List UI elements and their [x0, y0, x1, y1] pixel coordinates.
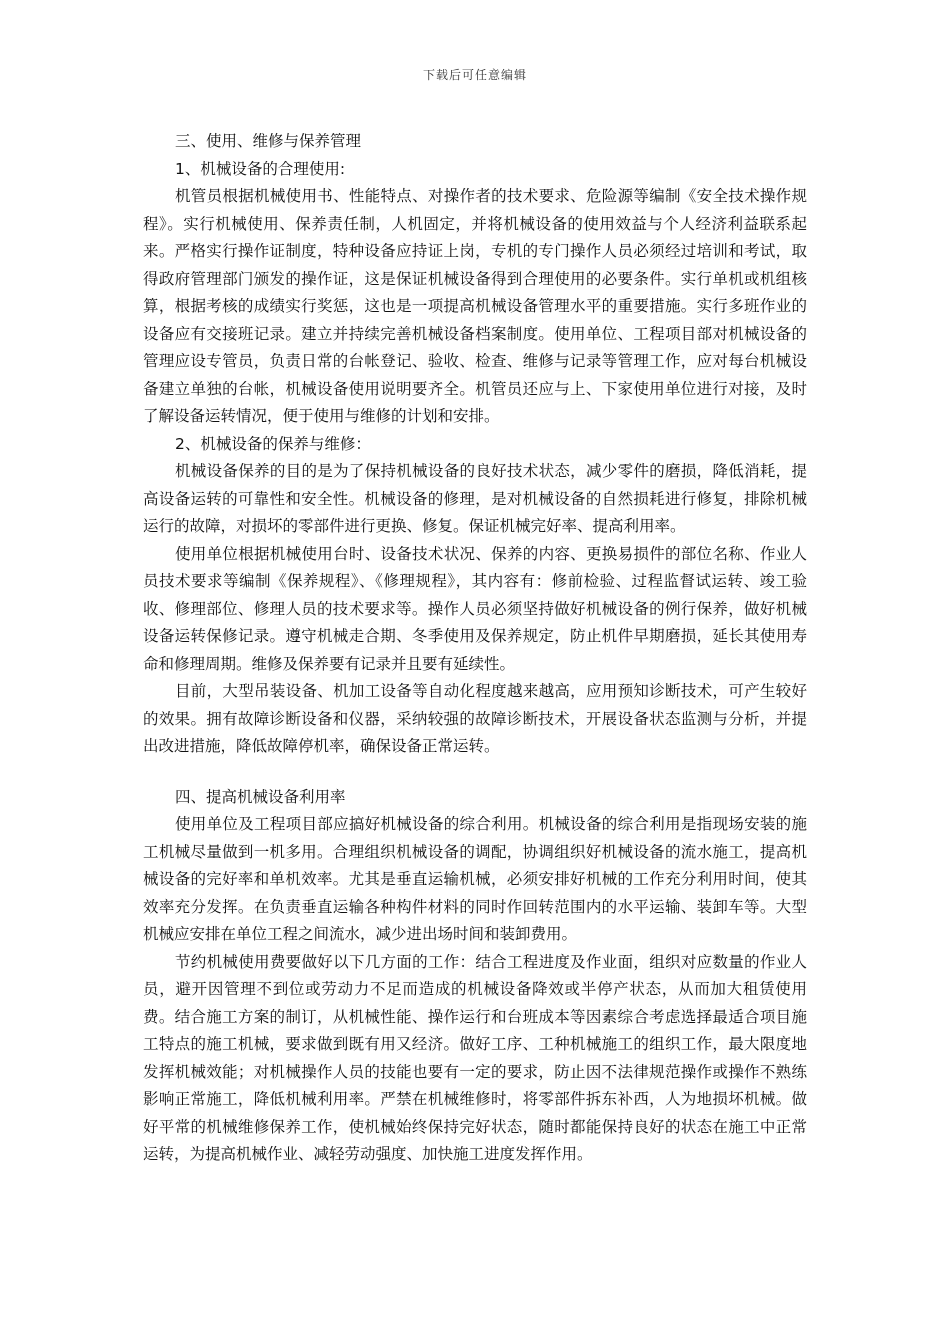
section-4-heading: 四、提高机械设备利用率	[175, 787, 346, 806]
paragraph: 机械设备保养的目的是为了保持机械设备的良好技术状态，减少零件的磨损，降低消耗，提高设备运转的可靠性和安全性。机械设备的修理，是对机械设备的自然损耗进行修复，排除机械运行的故障，对损坏的零部件进行更换、修复。保证机械完好率、提高利用率。	[143, 462, 807, 535]
section-3-heading: 三、使用、维修与保养管理	[175, 132, 362, 150]
header-note: 下载后可任意编辑	[422, 68, 527, 82]
paragraph: 使用单位根据机械使用台时、设备技术状况、保养的内容、更换易损件的部位名称、作业人员技术要求等编制《保养规程》、《修理规程》，其内容有：修前检验、过程监督试运转、竣工验收、修理部位、修理人员的技术要求等。操作人员必须坚持做好机械设备的例行保养，做好机械设备运转保修记录。遵守机械走合期、冬季使用及保养规定，防止机件早期磨损，延长其使用寿命和修理周期。维修及保养要有记录并且要有延续性。	[143, 544, 807, 673]
subsection-1-title: 1、机械设备的合理使用:	[175, 159, 346, 178]
paragraph: 机管员根据机械使用书、性能特点、对操作者的技术要求、危险源等编制《安全技术操作规程》。实行机械使用、保养责任制，人机固定，并将机械设备的使用效益与个人经济利益联系起来。严格实行操作证制度，特种设备应持证上岗，专机的专门操作人员必须经过培训和考试，取得政府管理部门颁发的操作证，这是保证机械设备得到合理使用的必要条件。实行单机或机组核算，根据考核的成绩实行奖惩，这也是一项提高机械设备管理水平的重要措施。实行多班作业的设备应有交接班记录。建立并持续完善机械设备档案制度。使用单位、工程项目部对机械设备的管理应设专管员，负责日常的台帐登记、验收、检查、维修与记录等管理工作，应对每台机械设备建立单独的台帐，机械设备使用说明要齐全。机管员还应与上、下家使用单位进行对接，及时了解设备运转情况，便于使用与维修的计划和安排。	[143, 187, 807, 425]
paragraph: 节约机械使用费要做好以下几方面的工作：结合工程进度及作业面，组织对应数量的作业人员，避开因管理不到位或劳动力不足而造成的机械设备降效或半停产状态，从而加大租赁使用费。结合施工方案的制订，从机械性能、操作运行和台班成本等因素综合考虑选择最适合项目施工特点的施工机械，要求做到既有用又经济。做好工序、工种机械施工的组织工作，最大限度地发挥机械效能；对机械操作人员的技能也要有一定的要求，防止因不法律规范操作或操作不熟练影响正常施工，降低机械利用率。严禁在机械维修时，将零部件拆东补西，人为地损坏机械。做好平常的机械维修保养工作，使机械始终保持完好状态，随时都能保持良好的状态在施工中正常运转，为提高机械作业、减轻劳动强度、加快施工进度发挥作用。	[143, 952, 807, 1163]
document-body	[143, 128, 807, 1169]
paragraph: 目前，大型吊装设备、机加工设备等自动化程度越来越高，应用预知诊断技术，可产生较好的效果。拥有故障诊断设备和仪器，采纳较强的故障诊断技术，开展设备状态监测与分析，并提出改进措施，降低故障停机率，确保设备正常运转。	[143, 682, 807, 755]
paragraph: 使用单位及工程项目部应搞好机械设备的综合利用。机械设备的综合利用是指现场安装的施工机械尽量做到一机多用。合理组织机械设备的调配，协调组织好机械设备的流水施工，提高机械设备的完好率和单机效率。尤其是垂直运输机械，必须安排好机械的工作充分利用时间，使其效率充分发挥。在负责垂直运输各种构件材料的同时作回转范围内的水平运输、装卸车等。大型机械应安排在单位工程之间流水，减少进出场时间和装卸费用。	[143, 815, 807, 943]
subsection-2-title: 2、机械设备的保养与维修：	[175, 434, 371, 453]
